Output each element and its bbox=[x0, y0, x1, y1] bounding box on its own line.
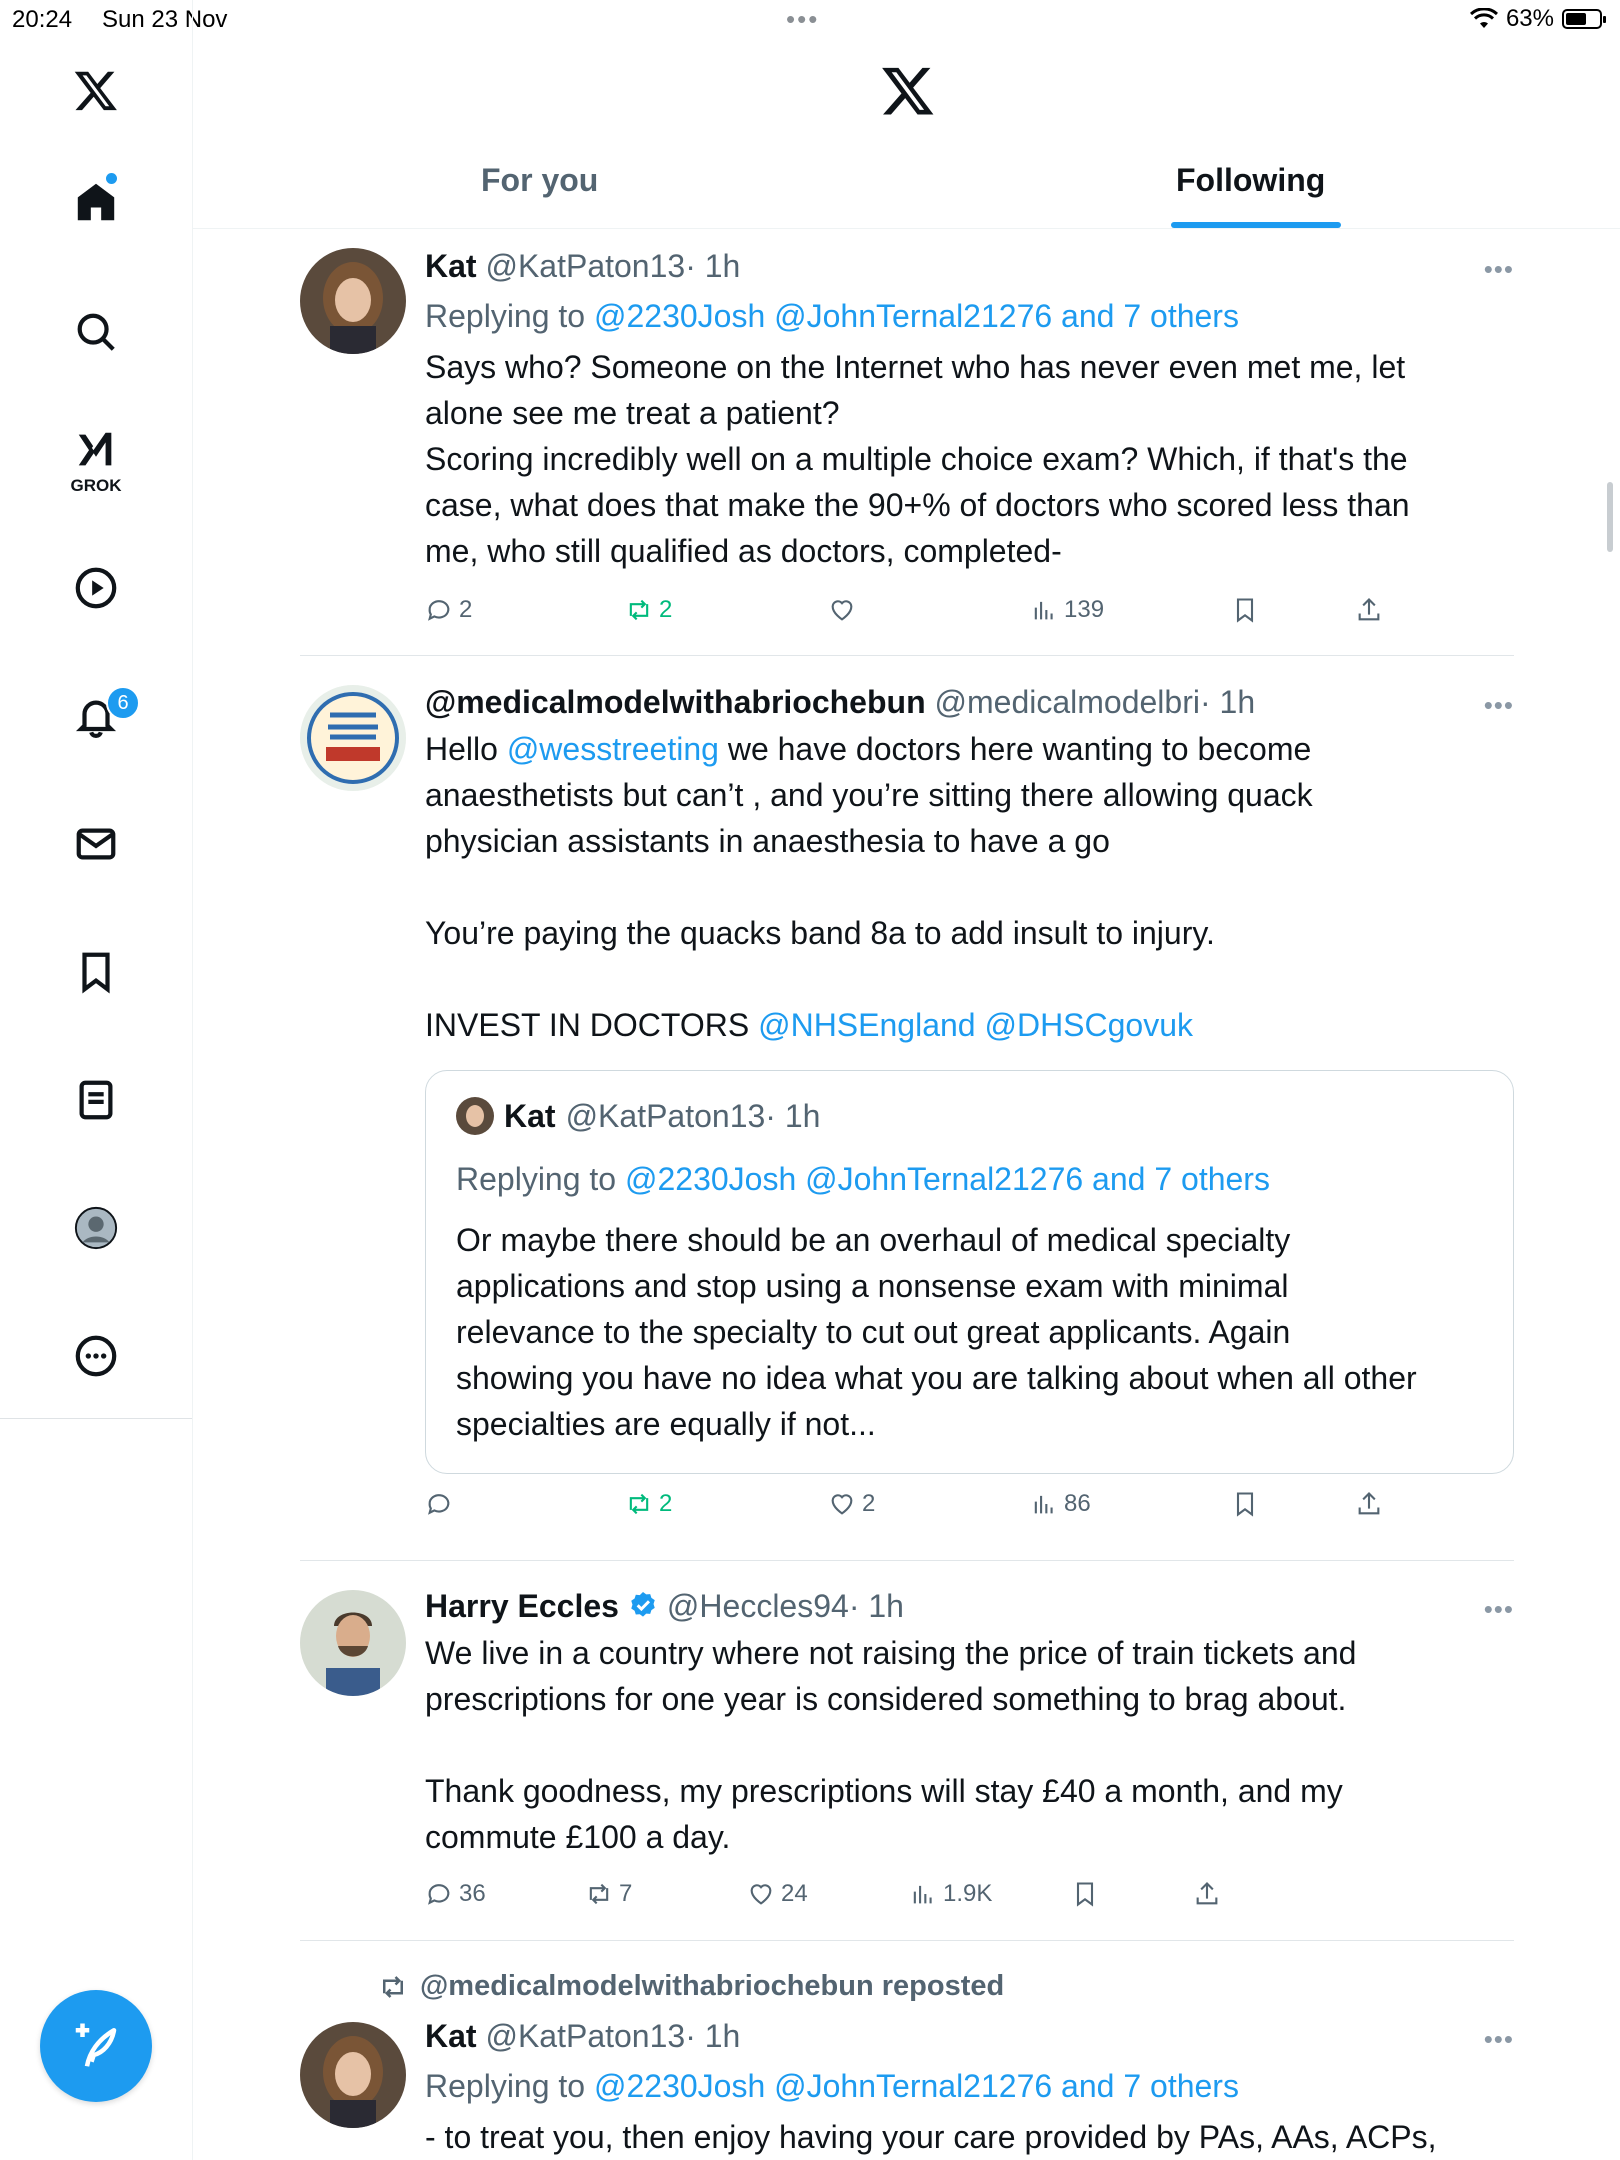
feed-tabs bbox=[193, 140, 1620, 229]
author-name[interactable]: Kat bbox=[425, 2018, 477, 2054]
views-button[interactable] bbox=[1030, 1490, 1091, 1518]
share-button[interactable] bbox=[1193, 1880, 1221, 1908]
repost-button[interactable] bbox=[585, 1880, 632, 1908]
repost-icon bbox=[625, 596, 653, 624]
avatar[interactable] bbox=[300, 1590, 406, 1696]
search-icon[interactable] bbox=[70, 306, 122, 358]
views-chart-icon bbox=[1030, 1490, 1058, 1518]
tab-following[interactable]: Following bbox=[1176, 162, 1326, 198]
home-unread-dot bbox=[106, 173, 117, 184]
quoted-replying-to-links[interactable]: @2230Josh @JohnTernal21276 and 7 others bbox=[624, 1161, 1270, 1197]
like-count: 24 bbox=[781, 1880, 808, 1907]
wifi-icon bbox=[1470, 8, 1498, 30]
quoted-replying-to-label: Replying to bbox=[456, 1161, 617, 1197]
bookmarks-icon[interactable] bbox=[70, 946, 122, 998]
repost-button[interactable] bbox=[625, 1490, 672, 1518]
quoted-tweet-text: Or maybe there should be an overhaul of medical specialty applications and stop using a nonsense exam with minimal relevance to the specialty to cut out great applicants. Again showing you have no idea what you are talking about when all other specialties are equally if not... bbox=[456, 1222, 1417, 1442]
active-tab-indicator bbox=[1171, 222, 1341, 228]
author-handle[interactable]: @medicalmodelbri bbox=[934, 684, 1200, 720]
avatar[interactable] bbox=[300, 2022, 406, 2128]
share-icon bbox=[1355, 1490, 1383, 1518]
bookmark-icon bbox=[1231, 1490, 1259, 1518]
reposted-by[interactable]: @medicalmodelwithabriochebun reposted bbox=[420, 1970, 1005, 2002]
share-icon bbox=[1355, 596, 1383, 624]
bookmark-button[interactable] bbox=[1071, 1880, 1099, 1908]
like-button[interactable] bbox=[747, 1880, 808, 1908]
more-options-icon[interactable]: ••• bbox=[1483, 690, 1514, 720]
repost-indicator bbox=[378, 1970, 1004, 2003]
video-play-icon[interactable] bbox=[70, 562, 122, 614]
mention-links[interactable]: @NHSEngland @DHSCgovuk bbox=[758, 1007, 1194, 1043]
sidebar-divider bbox=[0, 1418, 192, 1419]
author-handle[interactable]: @Heccles94 bbox=[666, 1588, 849, 1624]
quoted-author-name: Kat bbox=[504, 1097, 556, 1134]
status-bar bbox=[0, 0, 1620, 40]
more-options-icon[interactable] bbox=[70, 1330, 122, 1382]
tweet-actions bbox=[425, 596, 1425, 636]
tweet[interactable] bbox=[300, 682, 1514, 1532]
share-button[interactable] bbox=[1355, 596, 1383, 624]
tweet-text: Hello @wesstreeting we have doctors here wanting to become anaesthetists but can’t , and you’re sitting there allowing quack physician assistants in anaesthesia to have a go You’re paying the quacks band 8a to add insult to injury. INVEST IN DOCTORS @NHSEngland @DHSCgovuk bbox=[425, 731, 1313, 1043]
status-date: Sun 23 Nov bbox=[102, 6, 228, 33]
reply-count: 2 bbox=[459, 596, 473, 623]
author-name[interactable]: Kat bbox=[425, 248, 477, 284]
reply-button[interactable] bbox=[425, 596, 472, 624]
replying-to-label: Replying to bbox=[425, 298, 586, 334]
tweet-separator bbox=[300, 1940, 1514, 1941]
grok-icon[interactable] bbox=[70, 424, 122, 476]
x-logo-icon[interactable] bbox=[70, 64, 122, 116]
quoted-avatar bbox=[456, 1097, 494, 1135]
reply-icon bbox=[425, 596, 453, 624]
bookmark-icon bbox=[1231, 596, 1259, 624]
replying-to-links[interactable]: @2230Josh @JohnTernal21276 and 7 others bbox=[593, 298, 1239, 334]
tweet-actions bbox=[425, 1880, 1225, 1920]
tweet[interactable] bbox=[300, 1586, 1514, 1926]
messages-envelope-icon[interactable] bbox=[70, 818, 122, 870]
profile-avatar-icon[interactable] bbox=[70, 1202, 122, 1254]
tweet[interactable] bbox=[300, 246, 1514, 646]
like-count: 2 bbox=[862, 1490, 876, 1517]
bookmark-icon bbox=[1071, 1880, 1099, 1908]
like-button[interactable] bbox=[828, 596, 862, 624]
post-time: · 1h bbox=[685, 248, 741, 284]
sidebar bbox=[0, 0, 193, 2160]
compose-post-button[interactable] bbox=[40, 1990, 152, 2102]
views-chart-icon bbox=[1030, 596, 1058, 624]
bookmark-button[interactable] bbox=[1231, 596, 1259, 624]
tweet-text: We live in a country where not raising the price of train tickets and prescriptions for one year is considered something to brag about. Thank goodness, my prescriptions will stay £40 a month, and my commute £100 a day. bbox=[425, 1635, 1357, 1855]
repost-icon bbox=[378, 1972, 408, 2002]
tweet-text: - to treat you, then enjoy having your care provided by PAs, AAs, ACPs, bbox=[425, 2119, 1437, 2155]
author-name[interactable]: Harry Eccles bbox=[425, 1588, 619, 1624]
author-handle[interactable]: @KatPaton13 bbox=[485, 2018, 686, 2054]
replying-to-label: Replying to bbox=[425, 2068, 586, 2104]
bookmark-button[interactable] bbox=[1231, 1490, 1259, 1518]
status-time: 20:24 bbox=[12, 6, 73, 33]
views-chart-icon bbox=[909, 1880, 937, 1908]
post-time: · 1h bbox=[685, 2018, 741, 2054]
reply-icon bbox=[425, 1490, 453, 1518]
repost-count: 7 bbox=[619, 1880, 633, 1907]
repost-count: 2 bbox=[659, 596, 673, 623]
tweet-actions bbox=[425, 1490, 1425, 1530]
view-count: 139 bbox=[1064, 596, 1105, 623]
quoted-post-time: · 1h bbox=[765, 1097, 821, 1134]
share-icon bbox=[1193, 1880, 1221, 1908]
battery-percent: 63% bbox=[1505, 5, 1554, 32]
tweet[interactable] bbox=[300, 2016, 1514, 2160]
scrollbar[interactable] bbox=[1607, 482, 1613, 552]
author-name[interactable]: @medicalmodelwithabriochebun bbox=[425, 684, 926, 720]
reply-icon bbox=[425, 1880, 453, 1908]
tweet-separator bbox=[300, 655, 1514, 656]
avatar[interactable] bbox=[300, 685, 406, 791]
like-heart-icon bbox=[747, 1880, 775, 1908]
more-options-icon[interactable]: ••• bbox=[1483, 1594, 1514, 1624]
tweet-text: Says who? Someone on the Internet who has never even met me, let alone see me treat a patient? Scoring incredibly well on a multiple choice exam? Which, if that's the case, what does that make the 90+% of doctors who scored less than me, who still qualified as doctors, completed- bbox=[425, 349, 1410, 569]
lists-icon[interactable] bbox=[70, 1074, 122, 1126]
quoted-tweet[interactable] bbox=[425, 1070, 1514, 1474]
replying-to-links[interactable]: @2230Josh @JohnTernal21276 and 7 others bbox=[593, 2068, 1239, 2104]
like-button[interactable] bbox=[828, 1490, 875, 1518]
reply-button[interactable] bbox=[425, 1490, 459, 1518]
avatar[interactable] bbox=[300, 248, 406, 354]
tweet-separator bbox=[300, 1560, 1514, 1561]
view-count: 86 bbox=[1064, 1490, 1091, 1517]
compose-feather-icon bbox=[69, 2019, 123, 2073]
notifications-badge: 6 bbox=[106, 686, 140, 720]
grok-label: GROK bbox=[70, 476, 122, 495]
like-heart-icon bbox=[828, 596, 856, 624]
views-button[interactable] bbox=[1030, 596, 1104, 624]
reply-button[interactable] bbox=[425, 1880, 486, 1908]
like-heart-icon bbox=[828, 1490, 856, 1518]
multitasking-dots-icon[interactable]: ••• bbox=[786, 4, 820, 34]
mention-link[interactable]: @wesstreeting bbox=[506, 731, 719, 767]
view-count: 1.9K bbox=[943, 1880, 993, 1907]
more-options-icon[interactable]: ••• bbox=[1483, 254, 1514, 284]
home-icon[interactable] bbox=[70, 176, 122, 228]
battery-icon bbox=[1562, 9, 1602, 29]
reply-count: 36 bbox=[459, 1880, 486, 1907]
repost-count: 2 bbox=[659, 1490, 673, 1517]
post-time: · 1h bbox=[848, 1588, 904, 1624]
verified-badge-icon bbox=[627, 1590, 659, 1622]
more-options-icon[interactable]: ••• bbox=[1483, 2024, 1514, 2054]
tab-for-you[interactable]: For you bbox=[481, 162, 599, 198]
views-button[interactable] bbox=[909, 1880, 992, 1908]
quoted-author-handle: @KatPaton13 bbox=[565, 1097, 766, 1134]
author-handle[interactable]: @KatPaton13 bbox=[485, 248, 686, 284]
repost-icon bbox=[625, 1490, 653, 1518]
share-button[interactable] bbox=[1355, 1490, 1383, 1518]
repost-icon bbox=[585, 1880, 613, 1908]
header-x-logo-icon[interactable] bbox=[880, 62, 936, 118]
repost-button[interactable] bbox=[625, 596, 672, 624]
post-time: · 1h bbox=[1199, 684, 1256, 720]
